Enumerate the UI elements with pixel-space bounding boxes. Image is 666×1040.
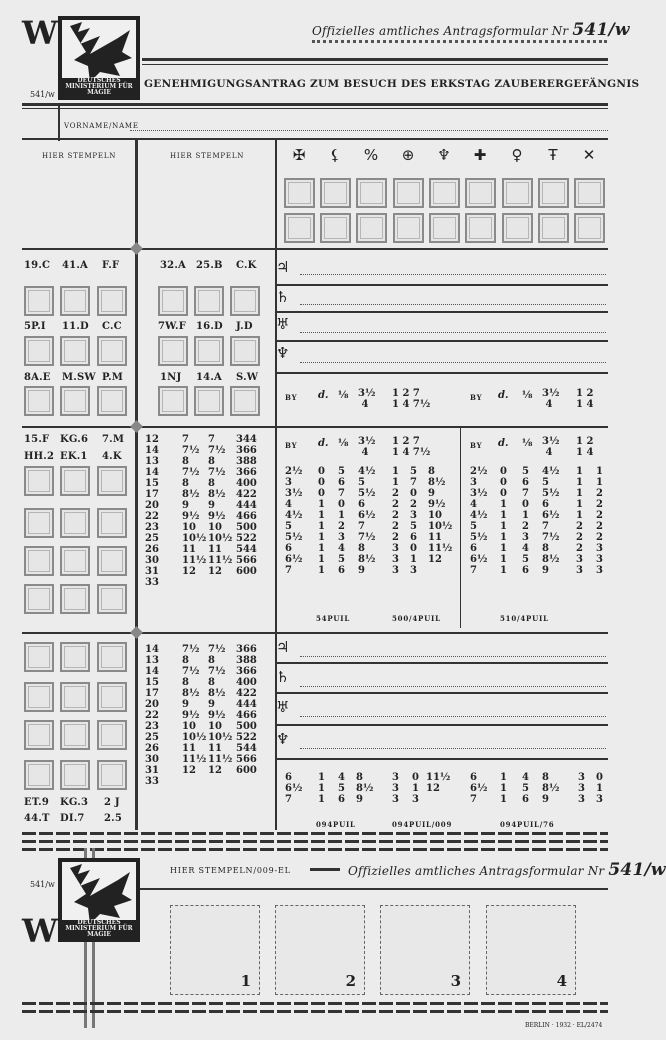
code-cell: 11.D	[62, 321, 89, 332]
name-label: VORNAME/NAME	[64, 122, 139, 130]
stamp-box[interactable]	[60, 508, 90, 538]
footer-form-code: 541/w	[30, 880, 55, 889]
code-cell: 7W.F	[158, 321, 187, 332]
table-col: 7½ 8 7½ 8 8½ 9 9½ 10 10½ 11 11½ 12	[208, 644, 233, 776]
grid-col: 2½ 3 3½ 4 4½ 5 5½ 6 6½ 7	[470, 466, 488, 576]
grid-col: 0 1 3	[596, 772, 603, 805]
stamp-box[interactable]	[60, 642, 90, 672]
official-text	[312, 20, 630, 40]
symbol-box[interactable]	[465, 213, 496, 243]
by-v1: ⅛	[522, 390, 533, 401]
table-col: 7½ 8 7½ 8 8½ 9 9½ 10 10½ 11 11½ 12	[182, 644, 207, 776]
code-cell: C.K	[236, 260, 257, 271]
grid-label: 094PUIL/009	[392, 820, 453, 829]
by-d: d.	[318, 438, 329, 449]
footer-stamp-label: HIER STEMPELN/009-EL	[170, 866, 291, 875]
grid-col: 5 7 0 2 3 5 6 0 1 3	[410, 466, 417, 576]
stamp-box[interactable]	[24, 584, 54, 614]
grid-col: 0 1 3	[412, 772, 419, 805]
grid-col: 1 1 2 2 2 2 2 3 3 3	[596, 466, 603, 576]
stamp-box[interactable]	[230, 386, 260, 416]
imprint: BERLIN · 1932 · EL/2474	[525, 1022, 603, 1029]
by-v4: 1 2 1 4	[576, 436, 594, 458]
stamp-box[interactable]	[24, 336, 54, 366]
grid-col: 1 1 1 1 1 2 2 2 3 3	[576, 466, 583, 576]
stamp-box[interactable]	[97, 642, 127, 672]
by-v3: 1 2 7 1 4 7½	[392, 436, 431, 458]
grid-col: 6 6½ 7	[285, 772, 303, 805]
code-cell: 7.M	[102, 434, 125, 445]
stamp-frame-4[interactable]	[486, 905, 576, 995]
grid-label: 500/4PUIL	[392, 614, 441, 623]
symbol-icon-9: ✕	[582, 146, 596, 164]
symbol-box[interactable]	[465, 178, 496, 208]
code-cell: 15.F	[24, 434, 50, 445]
ministry-logo	[58, 16, 140, 100]
symbol-icon-4: ⊕	[401, 146, 415, 164]
stamp-box[interactable]	[194, 386, 224, 416]
saturn-icon: ♄	[276, 288, 290, 306]
stamp-label-2: HIER STEMPELN	[170, 152, 245, 160]
symbol-icon-5: ♆	[437, 146, 451, 164]
code-cell: M.SW	[62, 372, 96, 383]
code-cell: 25.B	[196, 260, 223, 271]
saturn-icon: ♄	[276, 668, 290, 686]
table-col: 366 388 366 400 422 444 466 500 522 544 566 600	[236, 644, 257, 776]
code-cell: 41.A	[62, 260, 88, 271]
code-cell: 14.A	[196, 372, 222, 383]
stamp-box[interactable]	[97, 466, 127, 496]
stamp-box[interactable]	[60, 466, 90, 496]
stamp-box[interactable]	[97, 286, 127, 316]
uranus-icon: ♅	[276, 315, 290, 333]
by-v1: ⅛	[338, 438, 349, 449]
symbol-box[interactable]	[574, 178, 605, 208]
code-cell: F.F	[102, 260, 120, 271]
table-col: 14 13 14 15 17 20 22 23 25 26 30 31 33	[145, 644, 159, 787]
stamp-box[interactable]	[60, 546, 90, 576]
stamp-box[interactable]	[97, 336, 127, 366]
code-cell: 8A.E	[24, 372, 51, 383]
code-cell: DI.7	[60, 813, 85, 824]
by-d: d.	[318, 390, 329, 401]
code-cell: 16.D	[196, 321, 223, 332]
grid-col: 1 1 1	[500, 772, 507, 805]
symbol-box[interactable]	[393, 178, 424, 208]
grid-col: 0 0 0 1 1 1 1 1 1 1	[500, 466, 507, 576]
uranus-icon: ♅	[276, 698, 290, 716]
grid-col: 3 3 3	[578, 772, 585, 805]
planet-field[interactable]	[300, 748, 606, 749]
symbol-icon-8: Ŧ	[548, 146, 558, 164]
stamp-box[interactable]	[97, 760, 127, 790]
stamp-box[interactable]	[60, 760, 90, 790]
grid-col: 8 8½ 9	[356, 772, 374, 805]
logo-text: DEUTSCHES MINISTERIUM FÜR MAGIE	[62, 920, 136, 938]
grid-col: 4 5 6	[522, 772, 529, 805]
stamp-box[interactable]	[24, 508, 54, 538]
code-cell: 32.A	[160, 260, 186, 271]
official-text-label: Offizielles amtliches Antragsformular Nr	[348, 864, 605, 878]
stamp-box[interactable]	[24, 642, 54, 672]
stamp-box[interactable]	[60, 386, 90, 416]
grid-col: 5 6 7 0 1 2 3 4 5 6	[522, 466, 529, 576]
symbol-icon-3: %	[363, 146, 379, 164]
code-cell: S.W	[236, 372, 259, 383]
table-col: 344 366 388 366 400 422 444 466 500 522 544 566 600	[236, 434, 257, 577]
grid-col: 5 6 7 0 1 2 3 4 5 6	[338, 466, 345, 576]
code-cell: 4.K	[102, 451, 122, 462]
grid-col: 4½ 5 5½ 6 6½ 7 7½ 8 8½ 9	[358, 466, 376, 576]
stamp-box[interactable]	[97, 386, 127, 416]
by-label: BY	[470, 441, 483, 450]
grid-label: 510/4PUIL	[500, 614, 549, 623]
by-v1: ⅛	[338, 390, 349, 401]
code-cell: J.D	[236, 321, 253, 332]
stamp-box[interactable]	[230, 336, 260, 366]
stamp-box[interactable]	[24, 466, 54, 496]
table-col: 12 14 13 14 15 17 20 22 23 25 26 30 31 33	[145, 434, 159, 588]
symbol-icon-1: ✠	[292, 146, 306, 164]
symbol-box[interactable]	[429, 213, 460, 243]
code-cell: P.M	[102, 372, 124, 383]
planet-field[interactable]	[300, 274, 606, 275]
symbol-box[interactable]	[429, 178, 460, 208]
stamp-box[interactable]	[60, 286, 90, 316]
code-cell: 19.C	[24, 260, 51, 271]
neptune-icon: ♆	[276, 730, 290, 748]
symbol-icon-7: ♀	[511, 146, 523, 164]
stamp-frame-1[interactable]	[170, 905, 260, 995]
symbol-box[interactable]	[502, 178, 533, 208]
grid-col: 2½ 3 3½ 4 4½ 5 5½ 6 6½ 7	[285, 466, 303, 576]
stamp-label-1: HIER STEMPELN	[42, 152, 117, 160]
code-cell: 44.T	[24, 813, 50, 824]
stamp-box[interactable]	[97, 584, 127, 614]
by-v4: 1 2 1 4	[576, 388, 594, 410]
code-cell: HH.2	[24, 451, 55, 462]
code-cell: ET.9	[24, 797, 50, 808]
stamp-box[interactable]	[158, 336, 188, 366]
stamp-box[interactable]	[60, 682, 90, 712]
name-field[interactable]	[130, 130, 608, 131]
stamp-box[interactable]	[24, 760, 54, 790]
by-label: BY	[470, 393, 483, 402]
by-v2: 3½ 4	[358, 388, 376, 410]
ministry-logo	[58, 858, 140, 942]
form-title: GENEHMIGUNGSANTRAG ZUM BESUCH DES ERKSTAG ZAUBERERGEFÄNGNIS	[144, 78, 640, 90]
stamp-frame-3[interactable]	[380, 905, 470, 995]
code-cell: 1NJ	[160, 372, 182, 383]
stamp-box[interactable]	[24, 286, 54, 316]
stamp-box[interactable]	[158, 286, 188, 316]
footer-official-text	[348, 860, 666, 880]
grid-col: 8 8½ 9	[542, 772, 560, 805]
form-code: 541/w	[30, 90, 55, 99]
symbol-box[interactable]	[284, 213, 315, 243]
jupiter-icon: ♃	[276, 258, 290, 276]
frame-number: 1	[240, 972, 251, 990]
stamp-box[interactable]	[230, 286, 260, 316]
by-d: d.	[498, 390, 509, 401]
stamp-box[interactable]	[97, 720, 127, 750]
by-v3: 1 2 7 1 4 7½	[392, 388, 431, 410]
frame-number: 3	[450, 972, 461, 990]
stamp-box[interactable]	[60, 336, 90, 366]
stamp-box[interactable]	[97, 508, 127, 538]
stamp-box[interactable]	[194, 286, 224, 316]
planet-field[interactable]	[300, 686, 606, 687]
by-label: BY	[285, 441, 298, 450]
form-number: 541/w	[608, 860, 666, 880]
grid-col: 1 1 2 2 2 2 2 3 3 3	[392, 466, 399, 576]
planet-field[interactable]	[300, 362, 606, 363]
planet-field[interactable]	[300, 332, 606, 333]
stamp-box[interactable]	[194, 336, 224, 366]
stamp-box[interactable]	[97, 682, 127, 712]
w-letter: W	[22, 14, 59, 52]
stamp-box[interactable]	[24, 386, 54, 416]
neptune-icon: ♆	[276, 344, 290, 362]
jupiter-icon: ♃	[276, 638, 290, 656]
frame-number: 2	[345, 972, 356, 990]
symbol-box[interactable]	[356, 178, 387, 208]
grid-col: 3 3 3	[392, 772, 399, 805]
grid-col: 0 0 0 1 1 1 1 1 1 1	[318, 466, 325, 576]
table-col: 7 7½ 8 7½ 8 8½ 9 9½ 10 10½ 11 11½ 12	[208, 434, 233, 577]
grid-col: 1 1 1	[318, 772, 325, 805]
symbol-box[interactable]	[538, 178, 569, 208]
official-text-label: Offizielles amtliches Antragsformular Nr	[312, 24, 569, 38]
grid-col: 4½ 5 5½ 6 6½ 7 7½ 8 8½ 9	[542, 466, 560, 576]
code-cell: KG.3	[60, 797, 89, 808]
symbol-icon-2: ⚸	[329, 146, 341, 164]
form-number: 541/w	[572, 20, 630, 40]
grid-label: 094PUIL/76	[500, 820, 555, 829]
grid-label: 094PUIL	[316, 820, 356, 829]
code-cell: KG.6	[60, 434, 89, 445]
symbol-box[interactable]	[393, 213, 424, 243]
by-label: BY	[285, 393, 298, 402]
grid-col: 4 5 6	[338, 772, 345, 805]
stamp-box[interactable]	[24, 682, 54, 712]
symbol-box[interactable]	[538, 213, 569, 243]
symbol-box[interactable]	[574, 213, 605, 243]
by-v2: 3½ 4	[542, 388, 560, 410]
stamp-box[interactable]	[60, 584, 90, 614]
frame-number: 4	[556, 972, 567, 990]
stamp-box[interactable]	[24, 546, 54, 576]
stamp-box[interactable]	[97, 546, 127, 576]
code-cell: C.C	[102, 321, 122, 332]
symbol-box[interactable]	[284, 178, 315, 208]
by-v2: 3½ 4	[358, 436, 376, 458]
table-col: 7 7½ 8 7½ 8 8½ 9 9½ 10 10½ 11 11½ 12	[182, 434, 207, 577]
symbol-box[interactable]	[320, 178, 351, 208]
footer-w-letter: W	[22, 912, 59, 950]
symbol-icon-6: ✚	[473, 146, 487, 164]
grid-col: 6 6½ 7	[470, 772, 488, 805]
logo-text: DEUTSCHES MINISTERIUM FÜR MAGIE	[62, 78, 136, 96]
grid-col: 11½ 12	[426, 772, 451, 794]
planet-field[interactable]	[300, 716, 606, 717]
code-cell: 5P.I	[24, 321, 46, 332]
stamp-frame-2[interactable]	[275, 905, 365, 995]
by-d: d.	[498, 438, 509, 449]
grid-col: 8 8½ 9 9½ 10 10½ 11 11½ 12	[428, 466, 453, 565]
stamp-box[interactable]	[158, 386, 188, 416]
code-cell: EK.1	[60, 451, 88, 462]
planet-field[interactable]	[300, 304, 606, 305]
symbol-box[interactable]	[502, 213, 533, 243]
code-cell: 2.5	[104, 813, 122, 824]
grid-label: 54PUIL	[316, 614, 351, 623]
planet-field[interactable]	[300, 656, 606, 657]
code-cell: 2 J	[104, 797, 120, 808]
symbol-box[interactable]	[356, 213, 387, 243]
by-v2: 3½ 4	[542, 436, 560, 458]
stamp-box[interactable]	[24, 720, 54, 750]
by-v1: ⅛	[522, 438, 533, 449]
symbol-box[interactable]	[320, 213, 351, 243]
stamp-box[interactable]	[60, 720, 90, 750]
